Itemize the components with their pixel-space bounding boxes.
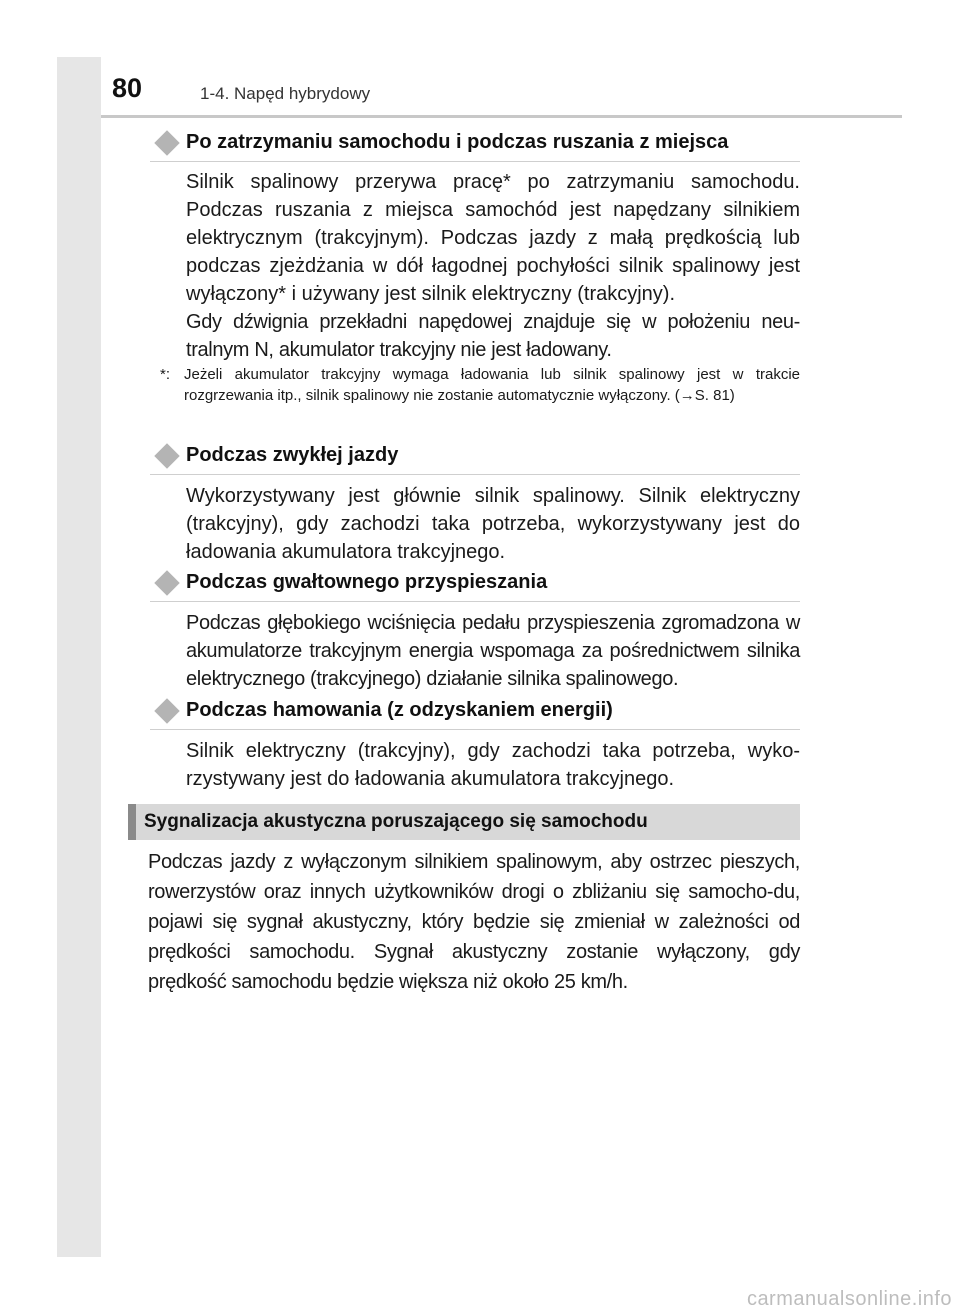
banner-accent-bar [128, 804, 136, 840]
header-rule [101, 115, 902, 118]
paragraph: Podczas jazdy z wyłączonym silnikiem spalinowym, aby ostrzec pieszych, rowerzystów oraz innych użytkowników drogi o zbliżaniu się samocho-du, pojawi się sygnał akustyczny, który będzie się zmieniał w zależności od prędkości samochodu. Sygnał akustyczny zostanie wyłączony, gdy prędkość samochodu będzie większa niż około 25 km/h. [148, 851, 800, 993]
section-divider [150, 601, 800, 602]
chapter-title: 1-4. Napęd hybrydowy [200, 84, 371, 103]
section-heading [150, 571, 800, 601]
section-title: Podczas hamowania (z odzyskaniem energii) [186, 699, 613, 721]
footnote-mark: *: [160, 366, 171, 383]
paragraph: Silnik spalinowy przerywa pracę* po zatrzymaniu samochodu. Podczas ruszania z miejsca samochód jest napędzany silnikiem elektrycznym (trakcyjnym). Podczas jazdy z małą prędkością lub podczas zjeżdżania w dół łagodnej pochyłości silnik spalinowy jest wyłączony* i używany jest silnik elektryczny (trakcyjny). [186, 171, 800, 305]
side-band [57, 57, 101, 1257]
section-heading [150, 444, 800, 474]
watermark: carmanualsonline.info [746, 1288, 952, 1310]
section-divider [150, 474, 800, 475]
section-divider [150, 729, 800, 730]
section-title: Podczas gwałtownego przyspieszania [186, 571, 548, 593]
diamond-bullet-icon [154, 570, 179, 595]
banner-title: Sygnalizacja akustyczna poruszającego się samochodu [144, 811, 648, 832]
paragraph: Silnik elektryczny (trakcyjny), gdy zachodzi taka potrzeba, wyko-rzystywany jest do ładowania akumulatora trakcyjnego. [186, 740, 800, 790]
section-heading [150, 131, 800, 161]
section-heading [150, 699, 800, 729]
diamond-bullet-icon [154, 443, 179, 468]
diamond-bullet-icon [154, 130, 179, 155]
footnote-text: Jeżeli akumulator trakcyjny wymaga ładowania lub silnik spalinowy jest w trakcie rozgrzewania itp., silnik spalinowy nie zostanie automatycznie wyłączony. (→S. 81) [184, 366, 800, 404]
page-number: 80 [112, 73, 143, 103]
paragraph: Wykorzystywany jest głównie silnik spalinowy. Silnik elektryczny (trakcyjny), gdy zachodzi taka potrzeba, wykorzystywany jest do ładowania akumulatora trakcyjnego. [186, 485, 800, 563]
diamond-bullet-icon [154, 698, 179, 723]
section-title: Po zatrzymaniu samochodu i podczas ruszania z miejsca [186, 131, 729, 153]
section-banner [128, 804, 800, 840]
paragraph: Podczas głębokiego wciśnięcia pedału przyspieszenia zgromadzona w akumulatorze trakcyjnym energia wspomaga za pośrednictwem silnika elektrycznego (trakcyjnego) działanie silnika spalinowego. [186, 612, 800, 690]
paragraph: Gdy dźwignia przekładni napędowej znajduje się w położeniu neu-tralnym N, akumulator trakcyjny nie jest ładowany. [186, 311, 800, 361]
section-divider [150, 161, 800, 162]
section-title: Podczas zwykłej jazdy [186, 444, 399, 466]
